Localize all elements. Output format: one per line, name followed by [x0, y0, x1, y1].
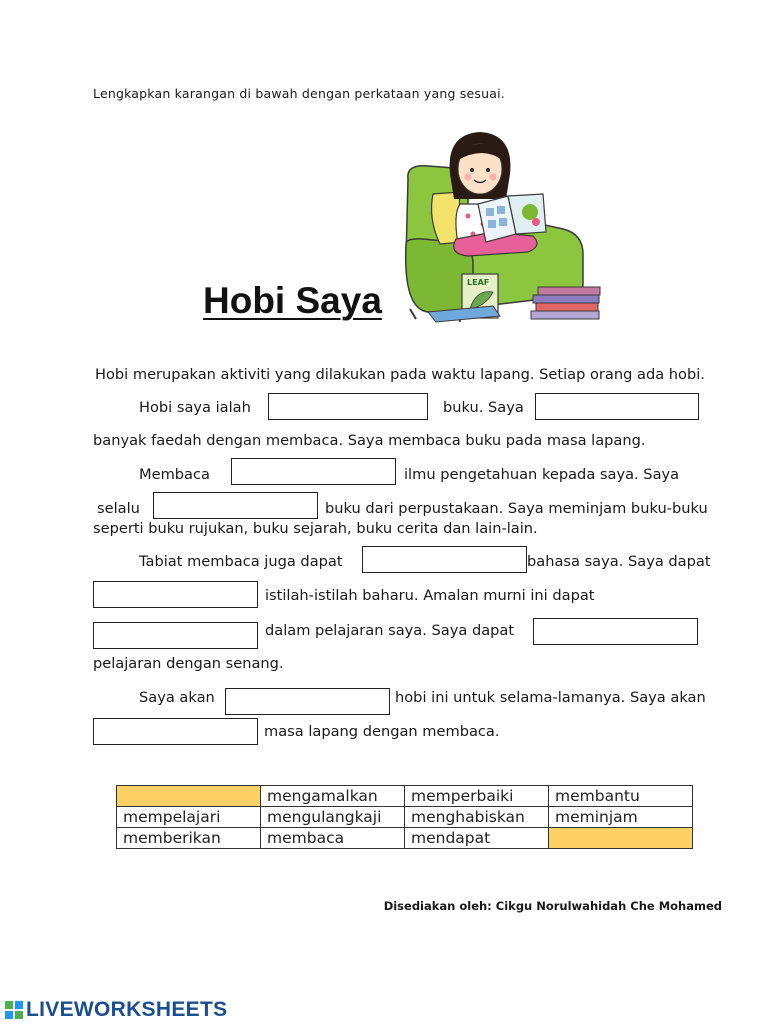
answer-input-9[interactable] — [226, 689, 389, 714]
passage-text: Saya akan — [139, 689, 215, 706]
liveworksheets-logo-icon — [4, 1000, 24, 1020]
girl-reading-illustration — [398, 124, 613, 329]
word-bank-cell: membaca — [261, 828, 405, 849]
word-bank-cell: memperbaiki — [405, 786, 549, 807]
answer-input-2[interactable] — [536, 394, 698, 419]
word-bank-cell: mempelajari — [117, 807, 261, 828]
passage-text: buku. Saya — [443, 399, 524, 416]
answer-blank-5[interactable] — [362, 546, 527, 573]
passage-text: Membaca — [139, 466, 210, 483]
word-bank-table — [116, 785, 693, 849]
word-bank-cell: mengamalkan — [261, 786, 405, 807]
answer-blank-4[interactable] — [153, 492, 318, 519]
table-row — [117, 786, 693, 807]
word-bank-cell: meminjam — [549, 807, 693, 828]
liveworksheets-branding[interactable] — [4, 998, 227, 1022]
passage-text: masa lapang dengan membaca. — [264, 723, 500, 740]
table-row — [117, 828, 693, 849]
word-bank-cell: mengulangkaji — [261, 807, 405, 828]
answer-blank-2[interactable] — [535, 393, 699, 420]
word-bank-cell — [549, 828, 693, 849]
passage-text: buku dari perpustakaan. Saya meminjam buku-buku — [325, 500, 708, 517]
credit-text: Disediakan oleh: Cikgu Norulwahidah Che Mohamed — [383, 899, 722, 913]
answer-blank-3[interactable] — [231, 458, 396, 485]
answer-input-1[interactable] — [269, 394, 427, 419]
passage-text: bahasa saya. Saya dapat — [527, 553, 711, 570]
passage-text: seperti buku rujukan, buku sejarah, buku cerita dan lain-lain. — [93, 520, 538, 537]
answer-blank-8[interactable] — [533, 618, 698, 645]
answer-input-3[interactable] — [232, 459, 395, 484]
table-row — [117, 807, 693, 828]
answer-input-10[interactable] — [94, 719, 257, 744]
answer-blank-7[interactable] — [93, 622, 258, 649]
answer-blank-10[interactable] — [93, 718, 258, 745]
instruction-text: Lengkapkan karangan di bawah dengan perkataan yang sesuai. — [93, 86, 505, 101]
answer-input-7[interactable] — [94, 623, 257, 648]
answer-input-4[interactable] — [154, 493, 317, 518]
answer-input-6[interactable] — [94, 582, 257, 607]
answer-blank-1[interactable] — [268, 393, 428, 420]
passage-text: pelajaran dengan senang. — [93, 655, 284, 672]
passage-intro: Hobi merupakan aktiviti yang dilakukan pada waktu lapang. Setiap orang ada hobi. — [95, 366, 705, 383]
answer-input-5[interactable] — [363, 547, 526, 572]
word-bank-cell: memberikan — [117, 828, 261, 849]
page-title: Hobi Saya — [203, 280, 382, 321]
answer-blank-6[interactable] — [93, 581, 258, 608]
passage-text: dalam pelajaran saya. Saya dapat — [265, 622, 515, 639]
passage-text: istilah-istilah baharu. Amalan murni ini dapat — [265, 587, 595, 604]
passage-text: Tabiat membaca juga dapat — [139, 553, 343, 570]
passage-text: Hobi saya ialah — [139, 399, 251, 416]
word-bank-cell: mendapat — [405, 828, 549, 849]
word-bank-cell — [117, 786, 261, 807]
passage-text: selalu — [97, 500, 140, 517]
word-bank-cell: membantu — [549, 786, 693, 807]
brand-name: LIVEWORKSHEETS — [26, 998, 228, 1021]
passage-text: ilmu pengetahuan kepada saya. Saya — [404, 466, 680, 483]
book-cover-label: LEAF — [467, 278, 490, 287]
answer-blank-9[interactable] — [225, 688, 390, 715]
word-bank-cell: menghabiskan — [405, 807, 549, 828]
passage-text: banyak faedah dengan membaca. Saya membaca buku pada masa lapang. — [93, 432, 646, 449]
passage-text: hobi ini untuk selama-lamanya. Saya akan — [395, 689, 706, 706]
answer-input-8[interactable] — [534, 619, 697, 644]
